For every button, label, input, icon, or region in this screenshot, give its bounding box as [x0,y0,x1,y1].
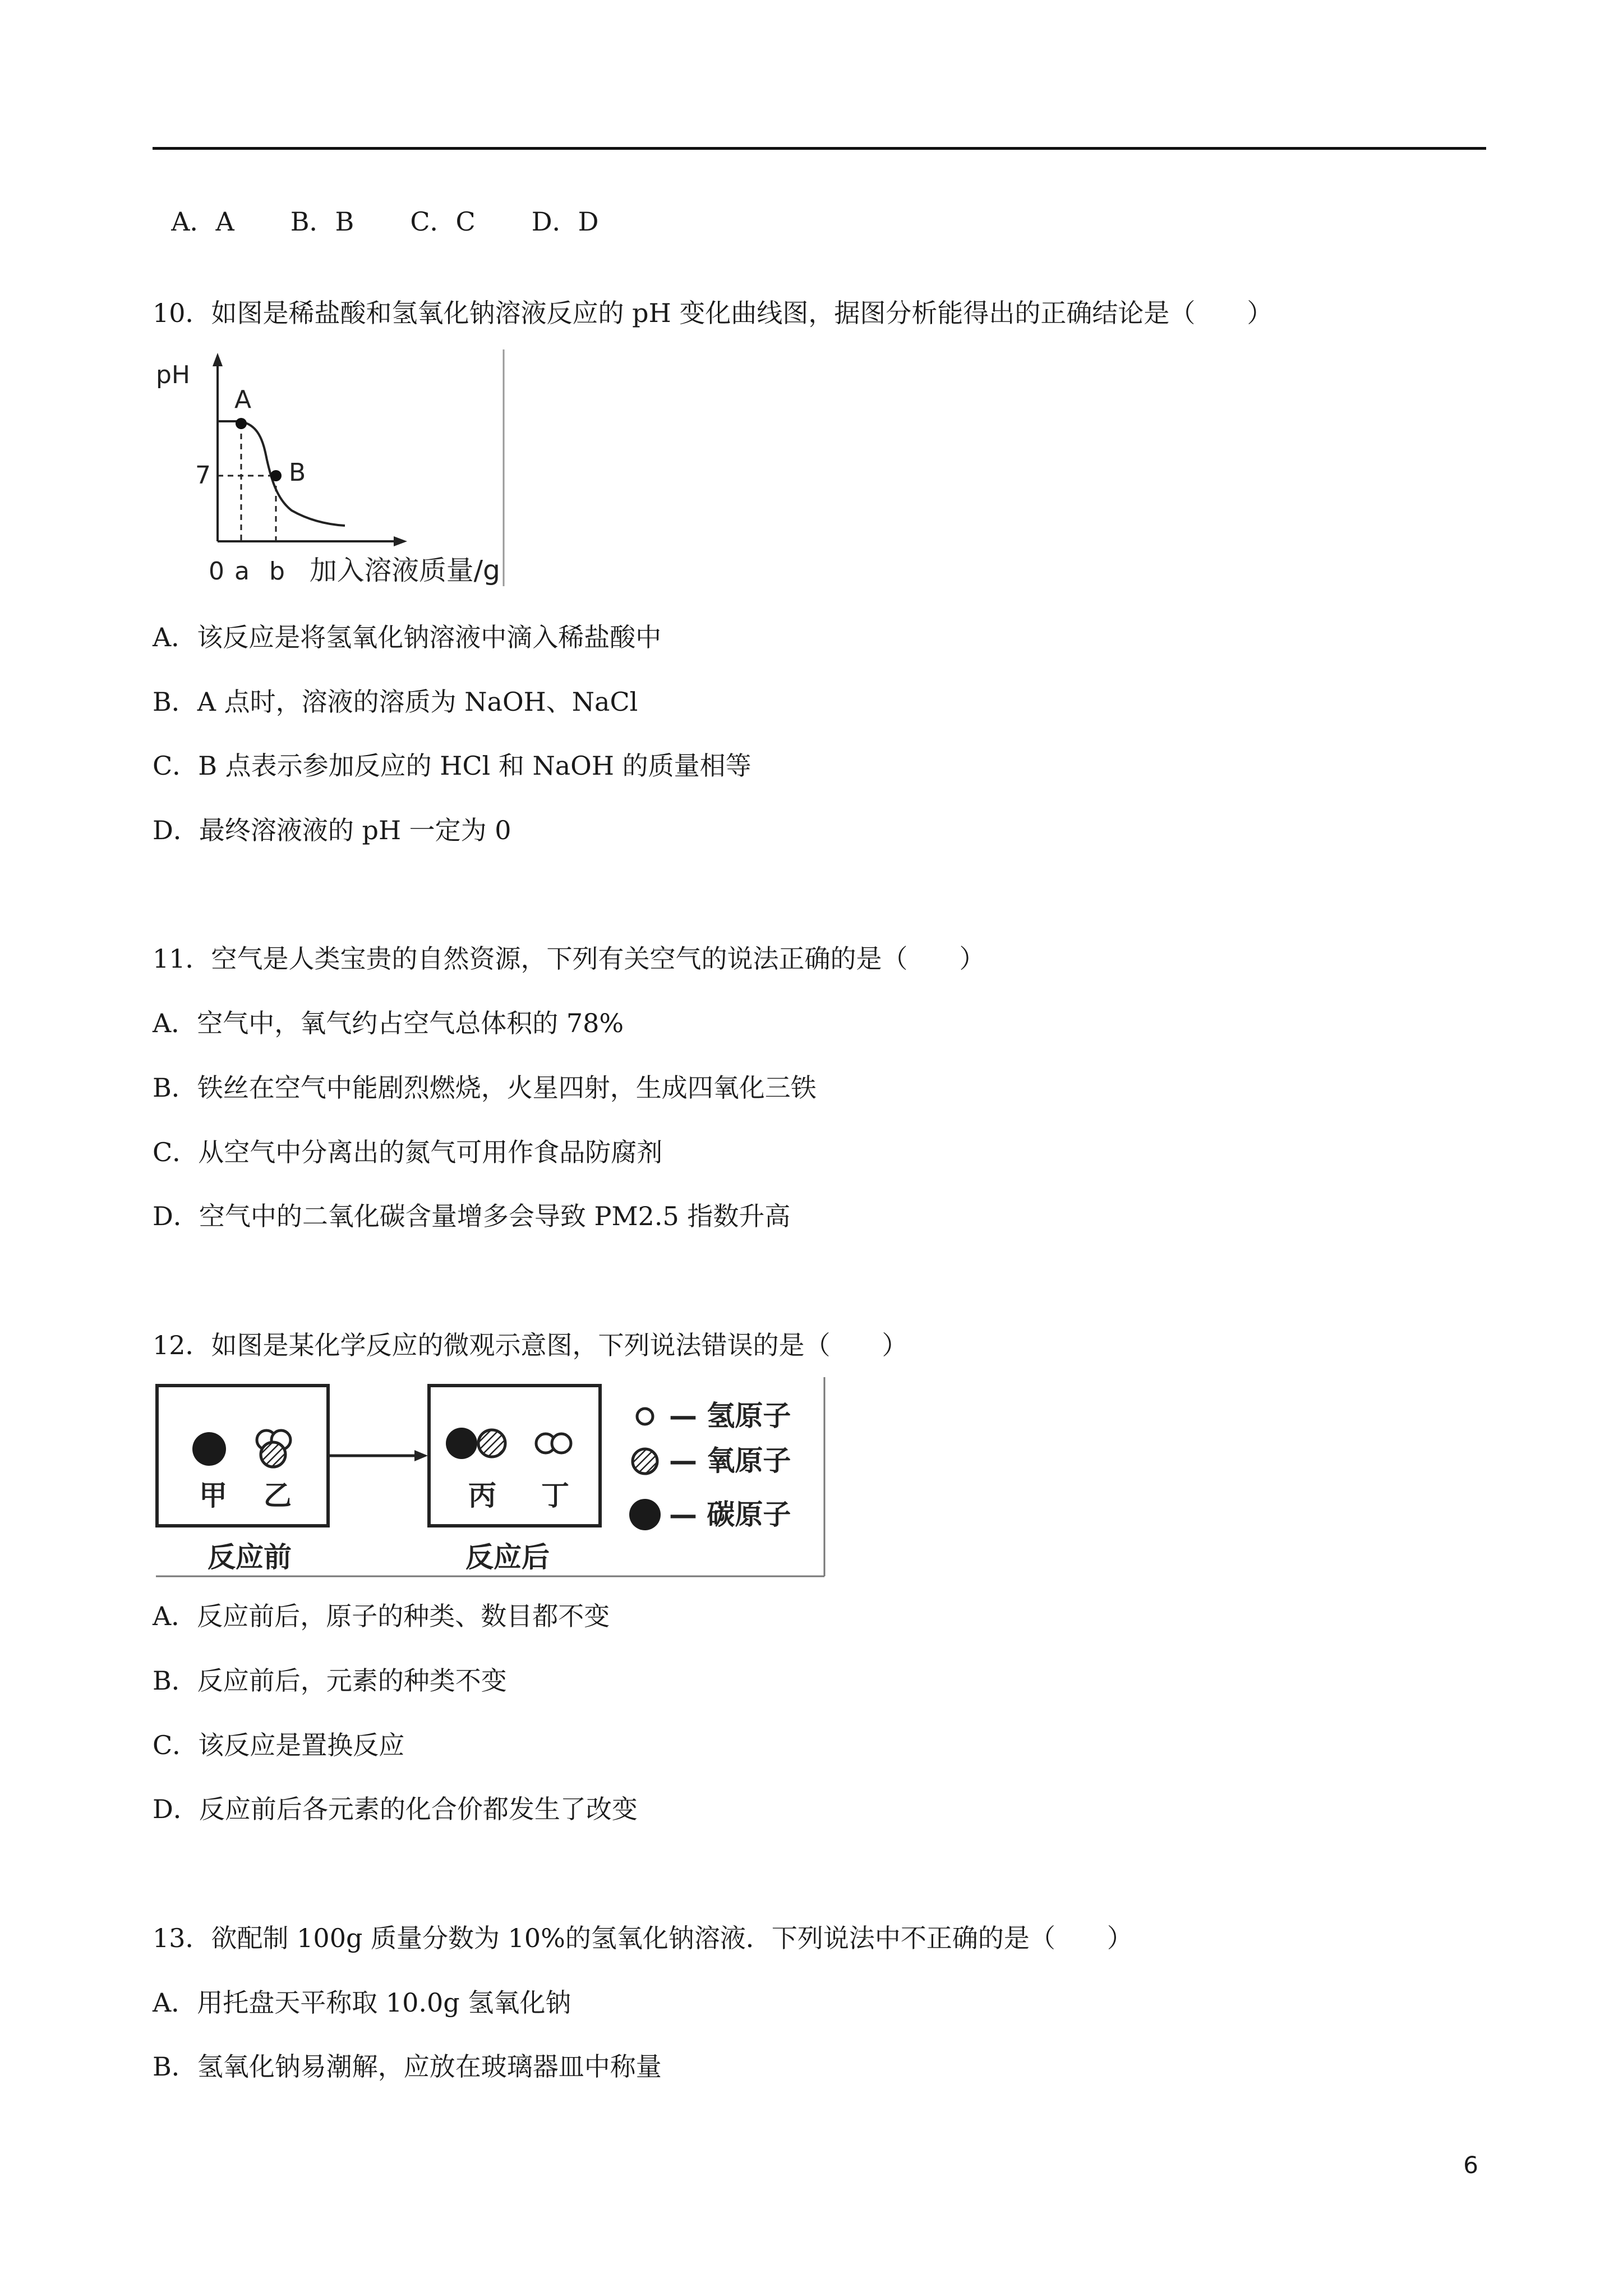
x-axis [218,536,407,546]
label-jia: 甲 [199,1479,227,1512]
legend-oxygen-label: — 氧原子 [669,1444,791,1477]
y-axis [213,353,223,541]
point-a-label: A [234,385,252,414]
q12-option-a[interactable]: A．反应前后，原子的种类、数目都不变 [153,1601,610,1631]
product-ding [536,1434,571,1453]
q13-option-b[interactable]: B．氢氧化钠易潮解，应放在玻璃器皿中称量 [153,2051,662,2082]
q10-option-d[interactable]: D．最终溶液液的 pH 一定为 0 [153,815,511,845]
q9-option-c[interactable]: C．C [410,206,476,237]
ph-curve-figure [151,345,516,589]
reaction-diagram [154,1377,827,1579]
product-bing-oxygen [478,1430,505,1457]
legend-oxygen-icon [633,1449,657,1474]
tick-a-label: a [234,557,250,586]
q9-options [155,171,654,238]
label-yi: 乙 [264,1479,292,1512]
q12-option-d[interactable]: D．反应前后各元素的化合价都发生了改变 [153,1794,638,1824]
header-rule [153,147,1486,150]
legend-carbon-icon [629,1499,661,1530]
before-box [157,1386,328,1526]
q11-option-c[interactable]: C．从空气中分离出的氮气可用作食品防腐剂 [153,1137,663,1167]
point-b-label: B [289,458,306,487]
tick-b-label: b [269,557,285,586]
q12-option-c[interactable]: C．该反应是置换反应 [153,1730,405,1760]
legend-hydrogen-label: — 氢原子 [669,1400,791,1432]
y-axis-arrow-icon [213,353,223,366]
q13-option-a[interactable]: A．用托盘天平称取 10.0g 氢氧化钠 [153,1987,571,2018]
label-ding: 丁 [541,1479,569,1512]
legend-hydrogen-icon [637,1409,653,1424]
ph-seven-label: 7 [195,461,211,490]
q10-option-b[interactable]: B．A 点时，溶液的溶质为 NaOH、NaCl [153,687,638,717]
origin-label: 0 [209,557,224,586]
q11-option-d[interactable]: D．空气中的二氧化碳含量增多会导致 PM2.5 指数升高 [153,1201,791,1231]
q12-stem: 12．如图是某化学反应的微观示意图，下列说法错误的是（ ） [153,1330,908,1360]
q11-stem: 11．空气是人类宝贵的自然资源，下列有关空气的说法正确的是（ ） [153,944,985,974]
arrow-head-icon [414,1450,428,1461]
label-before: 反应前 [208,1541,292,1573]
q9-option-b[interactable]: B．B [290,206,354,237]
ph-curve [218,421,345,526]
q9-option-a[interactable]: A．A [171,206,234,237]
page-number: 6 [1463,2151,1478,2179]
x-axis-label: 加入溶液质量/g [310,555,500,586]
x-axis-arrow-icon [394,536,407,546]
legend-carbon-label: — 碳原子 [669,1498,791,1531]
carbon-atom-jia [192,1432,226,1466]
point-a [236,418,247,429]
q12-option-b[interactable]: B．反应前后，元素的种类不变 [153,1665,507,1696]
q11-option-a[interactable]: A．空气中，氧气约占空气总体积的 78% [153,1008,624,1038]
point-b [270,470,282,481]
molecule-yi [257,1430,291,1467]
y-axis-label: pH [156,361,191,389]
q9-option-d[interactable]: D．D [531,206,599,237]
q10-option-a[interactable]: A．该反应是将氢氧化钠溶液中滴入稀盐酸中 [153,622,662,652]
label-after: 反应后 [465,1541,550,1573]
label-bing: 丙 [468,1479,496,1512]
q10-option-c[interactable]: C．B 点表示参加反应的 HCl 和 NaOH 的质量相等 [153,751,751,781]
product-bing-carbon [446,1428,477,1459]
q11-option-b[interactable]: B．铁丝在空气中能剧烈燃烧，火星四射，生成四氧化三铁 [153,1073,817,1103]
q13-stem: 13．欲配制 100g 质量分数为 10%的氢氧化钠溶液．下列说法中不正确的是（ ） [153,1923,1133,1953]
q10-stem: 10．如图是稀盐酸和氢氧化钠溶液反应的 pH 变化曲线图，据图分析能得出的正确结论是（ ） [153,298,1273,328]
